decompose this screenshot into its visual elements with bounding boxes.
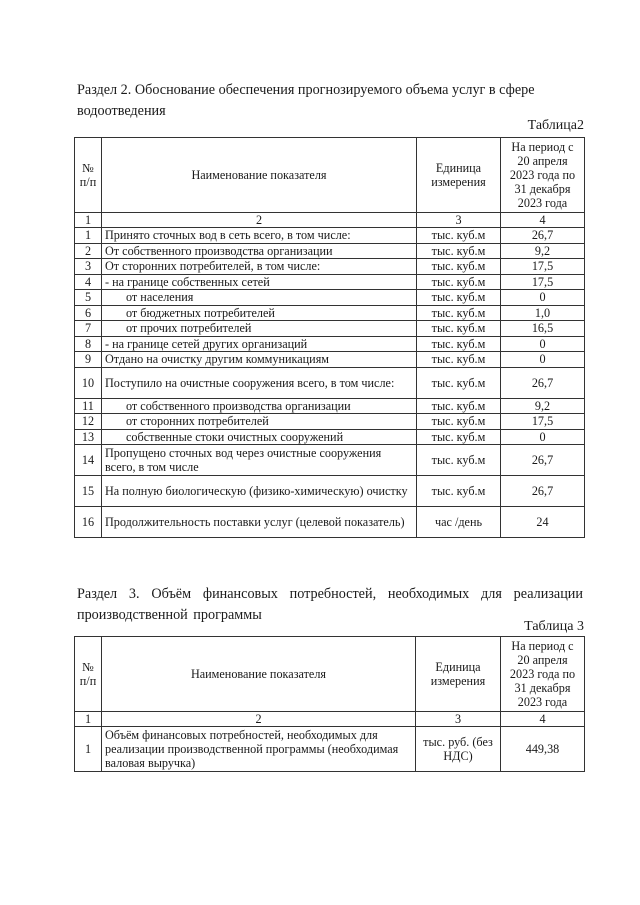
row-number: 10 <box>75 367 102 398</box>
row-name: от бюджетных потребителей <box>102 305 417 321</box>
row-value: 26,7 <box>501 228 585 244</box>
table-row <box>75 414 585 430</box>
row-number: 15 <box>75 476 102 507</box>
table-row <box>75 507 585 538</box>
row-unit: тыс. куб.м <box>417 476 501 507</box>
table-row <box>75 228 585 244</box>
row-number: 16 <box>75 507 102 538</box>
row-name: собственные стоки очистных сооружений <box>102 429 417 445</box>
table-row <box>75 290 585 306</box>
row-name: Объём финансовых потребностей, необходимых для реализации производственной программы (необходимая валовая выручка) <box>102 727 416 772</box>
index-cell: 1 <box>75 712 102 727</box>
table-2-label: Таблица2 <box>527 118 584 133</box>
row-value: 17,5 <box>501 414 585 430</box>
row-number: 14 <box>75 445 102 476</box>
row-unit: тыс. куб.м <box>417 305 501 321</box>
index-cell: 2 <box>102 213 417 228</box>
row-unit: тыс. куб.м <box>417 398 501 414</box>
row-name: - на границе собственных сетей <box>102 274 417 290</box>
row-number: 2 <box>75 243 102 259</box>
row-number: 3 <box>75 259 102 275</box>
table-row <box>75 352 585 368</box>
row-unit: тыс. куб.м <box>417 290 501 306</box>
index-cell: 4 <box>501 213 585 228</box>
row-name: Принято сточных вод в сеть всего, в том числе: <box>102 228 417 244</box>
row-unit: час /день <box>417 507 501 538</box>
header-period: На период с 20 апреля 2023 года по 31 декабря 2023 года <box>501 138 585 213</box>
row-number: 12 <box>75 414 102 430</box>
row-name: от прочих потребителей <box>102 321 417 337</box>
row-name: От сторонних потребителей, в том числе: <box>102 259 417 275</box>
row-number: 9 <box>75 352 102 368</box>
row-unit: тыс. куб.м <box>417 274 501 290</box>
index-cell: 1 <box>75 213 102 228</box>
table-row <box>75 429 585 445</box>
row-number: 7 <box>75 321 102 337</box>
row-unit: тыс. куб.м <box>417 243 501 259</box>
header-name: Наименование показателя <box>102 138 417 213</box>
header-unit: Единица измерения <box>416 637 501 712</box>
row-number: 1 <box>75 727 102 772</box>
index-cell: 3 <box>416 712 501 727</box>
row-unit: тыс. куб.м <box>417 228 501 244</box>
row-number: 13 <box>75 429 102 445</box>
row-value: 26,7 <box>501 445 585 476</box>
table-row <box>75 367 585 398</box>
row-name: от населения <box>102 290 417 306</box>
column-index-row <box>75 213 585 228</box>
table-row <box>75 476 585 507</box>
row-value: 26,7 <box>501 476 585 507</box>
table-row <box>75 274 585 290</box>
row-unit: тыс. руб. (без НДС) <box>416 727 501 772</box>
row-unit: тыс. куб.м <box>417 336 501 352</box>
row-value: 0 <box>501 429 585 445</box>
table-row <box>75 398 585 414</box>
row-unit: тыс. куб.м <box>417 445 501 476</box>
row-unit: тыс. куб.м <box>417 414 501 430</box>
column-index-row <box>75 712 585 727</box>
table-row <box>75 305 585 321</box>
row-name: Продолжительность поставки услуг (целевой показатель) <box>102 507 417 538</box>
row-value: 26,7 <box>501 367 585 398</box>
row-number: 5 <box>75 290 102 306</box>
row-value: 0 <box>501 290 585 306</box>
row-number: 4 <box>75 274 102 290</box>
row-unit: тыс. куб.м <box>417 367 501 398</box>
index-cell: 2 <box>102 712 416 727</box>
row-number: 11 <box>75 398 102 414</box>
row-value: 16,5 <box>501 321 585 337</box>
row-value: 24 <box>501 507 585 538</box>
table-row <box>75 259 585 275</box>
row-name: - на границе сетей других организаций <box>102 336 417 352</box>
table-2 <box>74 137 585 538</box>
row-name: На полную биологическую (физико-химическую) очистку <box>102 476 417 507</box>
row-value: 9,2 <box>501 398 585 414</box>
table-header-row <box>75 138 585 213</box>
row-value: 0 <box>501 336 585 352</box>
header-name: Наименование показателя <box>102 637 416 712</box>
row-value: 0 <box>501 352 585 368</box>
index-cell: 3 <box>417 213 501 228</box>
table-row <box>75 243 585 259</box>
header-unit: Единица измерения <box>417 138 501 213</box>
row-number: 1 <box>75 228 102 244</box>
section-3-heading: Раздел 3. Объём финансовых потребностей, необходимых для реализации производственной программы <box>77 586 583 623</box>
row-name: от сторонних потребителей <box>102 414 417 430</box>
row-name: Отдано на очистку другим коммуникациям <box>102 352 417 368</box>
row-name: Пропущено сточных вод через очистные сооружения всего, в том числе <box>102 445 417 476</box>
table-header-row <box>75 637 585 712</box>
row-unit: тыс. куб.м <box>417 259 501 275</box>
row-number: 6 <box>75 305 102 321</box>
row-value: 17,5 <box>501 259 585 275</box>
table-row <box>75 727 585 772</box>
row-value: 17,5 <box>501 274 585 290</box>
row-value: 9,2 <box>501 243 585 259</box>
row-number: 8 <box>75 336 102 352</box>
row-name: Поступило на очистные сооружения всего, в том числе: <box>102 367 417 398</box>
row-name: От собственного производства организации <box>102 243 417 259</box>
section-2-heading: Раздел 2. Обоснование обеспечения прогнозируемого объема услуг в сфере водоотведения <box>77 82 535 119</box>
table-row <box>75 321 585 337</box>
row-value: 449,38 <box>501 727 585 772</box>
table-row <box>75 445 585 476</box>
row-unit: тыс. куб.м <box>417 352 501 368</box>
table-3-label: Таблица 3 <box>524 619 584 634</box>
header-number: № п/п <box>75 637 102 712</box>
header-number: № п/п <box>75 138 102 213</box>
row-unit: тыс. куб.м <box>417 429 501 445</box>
index-cell: 4 <box>501 712 585 727</box>
row-unit: тыс. куб.м <box>417 321 501 337</box>
table-3 <box>74 636 585 772</box>
row-name: от собственного производства организации <box>102 398 417 414</box>
table-row <box>75 336 585 352</box>
header-period: На период с 20 апреля 2023 года по 31 декабря 2023 года <box>501 637 585 712</box>
row-value: 1,0 <box>501 305 585 321</box>
